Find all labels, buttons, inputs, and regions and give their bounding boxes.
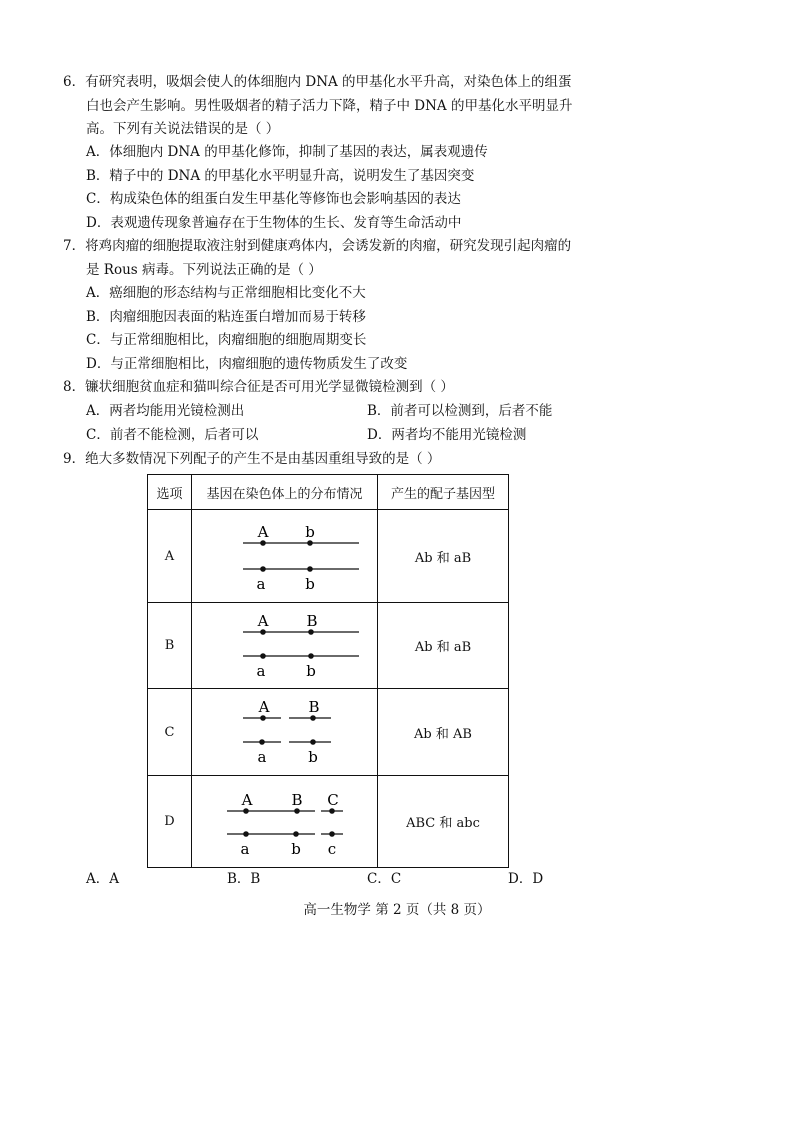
row-option-label: C [148, 689, 192, 776]
allele-label: a [240, 839, 249, 858]
allele-label: a [257, 748, 266, 766]
gametes-cell: ABC 和 abc [378, 776, 509, 868]
header-gametes: 产生的配子基因型 [378, 475, 509, 510]
gametes-cell: Ab 和 aB [378, 510, 509, 603]
q9-stem: 9．绝大多数情况下列配子的产生不是由基因重组导致的是（ ） [63, 451, 441, 467]
chromosome-diagram-a [193, 511, 377, 601]
gene-distribution-table [147, 474, 509, 868]
allele-label: A [257, 523, 268, 541]
q7-stem-line-1: 7．将鸡肉瘤的细胞提取液注射到健康鸡体内，会诱发新的肉瘤，研究发现引起肉瘤的 [63, 238, 572, 254]
page-footer: 高一生物学 第 2 页（共 8 页） [303, 902, 491, 918]
allele-label: A [257, 611, 268, 630]
q7-option-b: B．肉瘤细胞因表面的粘连蛋白增加而易于转移 [86, 309, 366, 325]
allele-label: a [256, 661, 265, 680]
allele-label: c [327, 839, 336, 858]
allele-label: b [307, 748, 318, 766]
q6-stem-line-2: 白也会产生影响。男性吸烟者的精子活力下降，精子中 DNA 的甲基化水平明显升 [86, 98, 573, 114]
q6-option-a: A．体细胞内 DNA 的甲基化修饰，抑制了基因的表达，属表观遗传 [86, 144, 488, 160]
row-option-label: D [148, 776, 192, 868]
allele-label: A [241, 790, 252, 809]
q8-option-b: B．前者可以检测到，后者不能 [367, 403, 553, 419]
q9-answer-c: C．C [367, 871, 402, 887]
row-option-label: A [148, 510, 192, 603]
allele-label: b [304, 523, 315, 541]
header-distribution: 基因在染色体上的分布情况 [192, 475, 378, 510]
chromosome-diagram-d [193, 778, 377, 866]
chromosome-diagram-cell [192, 689, 378, 776]
allele-label: B [305, 611, 318, 630]
chromosome-diagram-c [193, 690, 377, 774]
gametes-cell: Ab 和 AB [378, 689, 509, 776]
q9-answer-b: B．B [227, 871, 261, 887]
row-option-label: B [148, 603, 192, 689]
table-row [148, 689, 509, 776]
chromosome-diagram-cell [192, 603, 378, 689]
allele-label: b [305, 661, 316, 680]
q7-stem-line-2: 是 Rous 病毒。下列说法正确的是（ ） [86, 262, 322, 278]
header-option: 选项 [148, 475, 192, 510]
q8-option-a: A．两者均能用光镜检测出 [86, 403, 245, 419]
allele-label: B [290, 790, 303, 809]
table-row [148, 603, 509, 689]
q9-answer-d: D．D [508, 871, 544, 887]
q6-option-c: C．构成染色体的组蛋白发生甲基化等修饰也会影响基因的表达 [86, 191, 461, 207]
q8-stem: 8．镰状细胞贫血症和猫叫综合征是否可用光学显微镜检测到（ ） [63, 379, 454, 395]
q7-option-d: D．与正常细胞相比，肉瘤细胞的遗传物质发生了改变 [86, 356, 408, 372]
q6-option-d: D．表观遗传现象普遍存在于生物体的生长、发育等生命活动中 [86, 215, 462, 231]
q8-option-c: C．前者不能检测，后者可以 [86, 427, 259, 443]
chromosome-diagram-cell [192, 510, 378, 603]
allele-label: b [304, 575, 315, 593]
chromosome-diagram-b [193, 604, 377, 688]
q9-answer-a: A．A [86, 871, 119, 887]
q6-stem-line-3: 高。下列有关说法错误的是（ ） [86, 121, 280, 137]
table-row [148, 510, 509, 603]
gametes-cell: Ab 和 aB [378, 603, 509, 689]
q6-stem-line-1: 6．有研究表明，吸烟会使人的体细胞内 DNA 的甲基化水平升高，对染色体上的组蛋 [63, 74, 572, 90]
allele-label: C [326, 790, 339, 809]
q8-option-d: D．两者均不能用光镜检测 [367, 427, 527, 443]
allele-label: B [307, 698, 320, 716]
q7-option-c: C．与正常细胞相比，肉瘤细胞的细胞周期变长 [86, 332, 367, 348]
q6-option-b: B．精子中的 DNA 的甲基化水平明显升高，说明发生了基因突变 [86, 168, 475, 184]
table-header-row [148, 475, 509, 510]
q7-option-a: A．癌细胞的形态结构与正常细胞相比变化不大 [86, 285, 366, 301]
allele-label: A [258, 698, 269, 716]
table-row [148, 776, 509, 868]
allele-label: b [290, 839, 301, 858]
allele-label: a [256, 575, 265, 593]
chromosome-diagram-cell [192, 776, 378, 868]
